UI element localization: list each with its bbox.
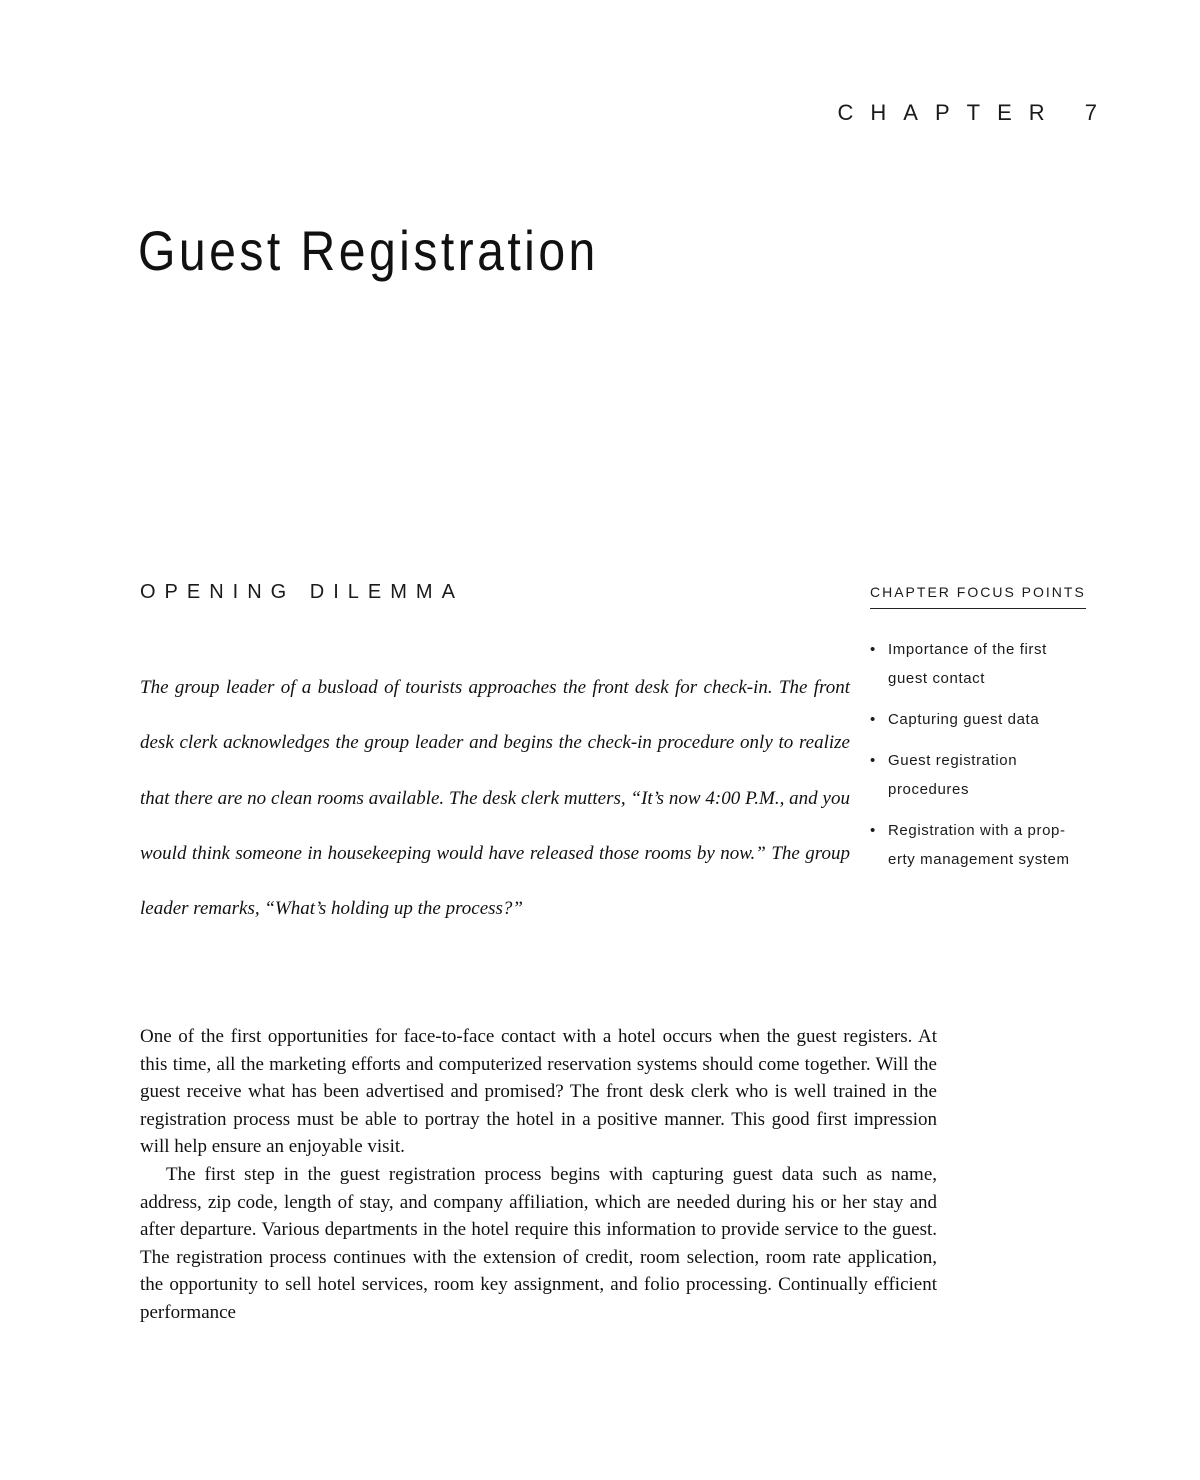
bullet-icon: • <box>870 822 876 839</box>
focus-point-text: Capturing guest data <box>888 711 1040 728</box>
chapter-focus-points-sidebar <box>870 584 1090 886</box>
focus-points-list <box>870 635 1090 874</box>
focus-point-text: Guest registration procedures <box>888 752 1018 798</box>
focus-points-heading: CHAPTER FOCUS POINTS <box>870 584 1086 609</box>
bullet-icon: • <box>870 711 876 728</box>
chapter-number-label: CHAPTER 7 <box>837 100 1114 125</box>
focus-point-text: Importance of the first guest contact <box>888 641 1047 687</box>
focus-point-item <box>870 705 1090 734</box>
body-paragraph: The first step in the guest registration process begins with capturing guest data such as name, address, zip code, length of stay, and company affiliation, which are needed during his or her stay and after departure. Various departments in the hotel require this information to provide service to the guest. The registration process continues with the extension of credit, room selection, room rate application, the opportunity to sell hotel services, room key assignment, and folio processing. Continually efficient performance <box>140 1163 937 1323</box>
body-paragraph: One of the first opportunities for face-to-face contact with a hotel occurs when the guest registers. At this time, all the marketing efforts and computerized reservation systems should come together. Will the guest receive what has been advertised and promised? The front desk clerk who is well trained in the registration process must be able to portray the hotel in a positive manner. This good first impression will help ensure an enjoyable visit. <box>140 1026 937 1158</box>
opening-dilemma-heading: OPENING DILEMMA <box>140 581 464 603</box>
chapter-title: Guest Registration <box>138 219 599 282</box>
opening-dilemma-text: The group leader of a busload of tourists approaches the front desk for check-in. The front desk clerk acknowledges the group leader and begins the check-in procedure only to realize that there are no clean rooms available. The desk clerk mutters, “It’s now 4:00 P.M., and you would think someone in housekeeping would have released those rooms by now.” The group leader remarks, “What’s holding up the process?” <box>140 677 850 920</box>
bullet-icon: • <box>870 641 876 658</box>
focus-point-item <box>870 635 1090 693</box>
focus-point-item <box>870 746 1090 804</box>
focus-point-item <box>870 816 1090 874</box>
body-text <box>140 1023 937 1327</box>
focus-point-text: Registration with a prop-erty management system <box>888 822 1070 868</box>
bullet-icon: • <box>870 752 876 769</box>
